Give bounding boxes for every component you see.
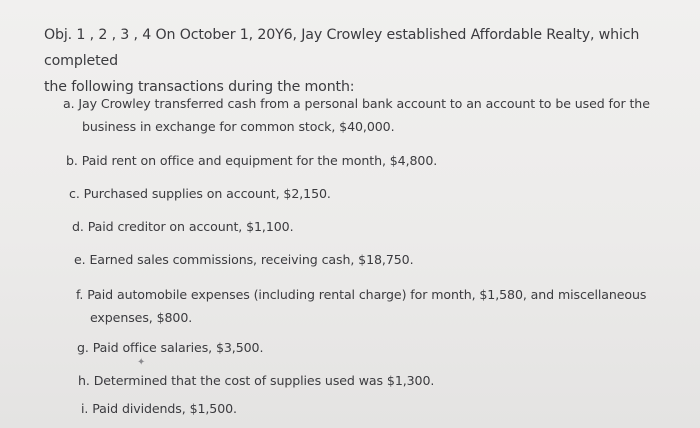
- transaction-f: [76, 283, 696, 329]
- intro-line-1: Obj. 1 , 2 , 3 , 4 On October 1, 20Y6, Jay Crowley established Affordable Realty, which completed: [44, 27, 640, 69]
- transaction-c: [69, 182, 689, 205]
- transaction-f-line-1: f. Paid automobile expenses (including rental charge) for month, $1,580, and miscellaneous: [76, 287, 647, 302]
- transaction-b: [66, 149, 686, 172]
- transaction-h-line-1: h. Determined that the cost of supplies used was $1,300.: [78, 373, 435, 388]
- transaction-e: [74, 248, 694, 271]
- transaction-d: [72, 215, 692, 238]
- transaction-b-line-1: b. Paid rent on office and equipment for the month, $4,800.: [66, 153, 438, 168]
- transaction-i: [81, 397, 681, 420]
- transaction-a-line-2: business in exchange for common stock, $40,000.: [82, 119, 395, 134]
- sparkle-icon: ✦: [137, 357, 146, 368]
- transaction-c-line-1: c. Purchased supplies on account, $2,150.: [69, 186, 331, 201]
- intro-line-2: the following transactions during the month:: [44, 79, 355, 95]
- transaction-f-line-2: expenses, $800.: [90, 310, 193, 325]
- transaction-g-line-1: g. Paid office salaries, $3,500.: [77, 340, 264, 355]
- transaction-h: [78, 369, 678, 392]
- transaction-d-line-1: d. Paid creditor on account, $1,100.: [72, 219, 294, 234]
- transaction-e-line-1: e. Earned sales commissions, receiving cash, $18,750.: [74, 252, 414, 267]
- transaction-a-line-1: a. Jay Crowley transferred cash from a personal bank account to an account to be used for the: [63, 96, 650, 111]
- problem-intro: [44, 22, 692, 100]
- transaction-i-line-1: i. Paid dividends, $1,500.: [81, 401, 237, 416]
- transaction-a: [63, 92, 693, 138]
- transaction-g: [77, 336, 677, 359]
